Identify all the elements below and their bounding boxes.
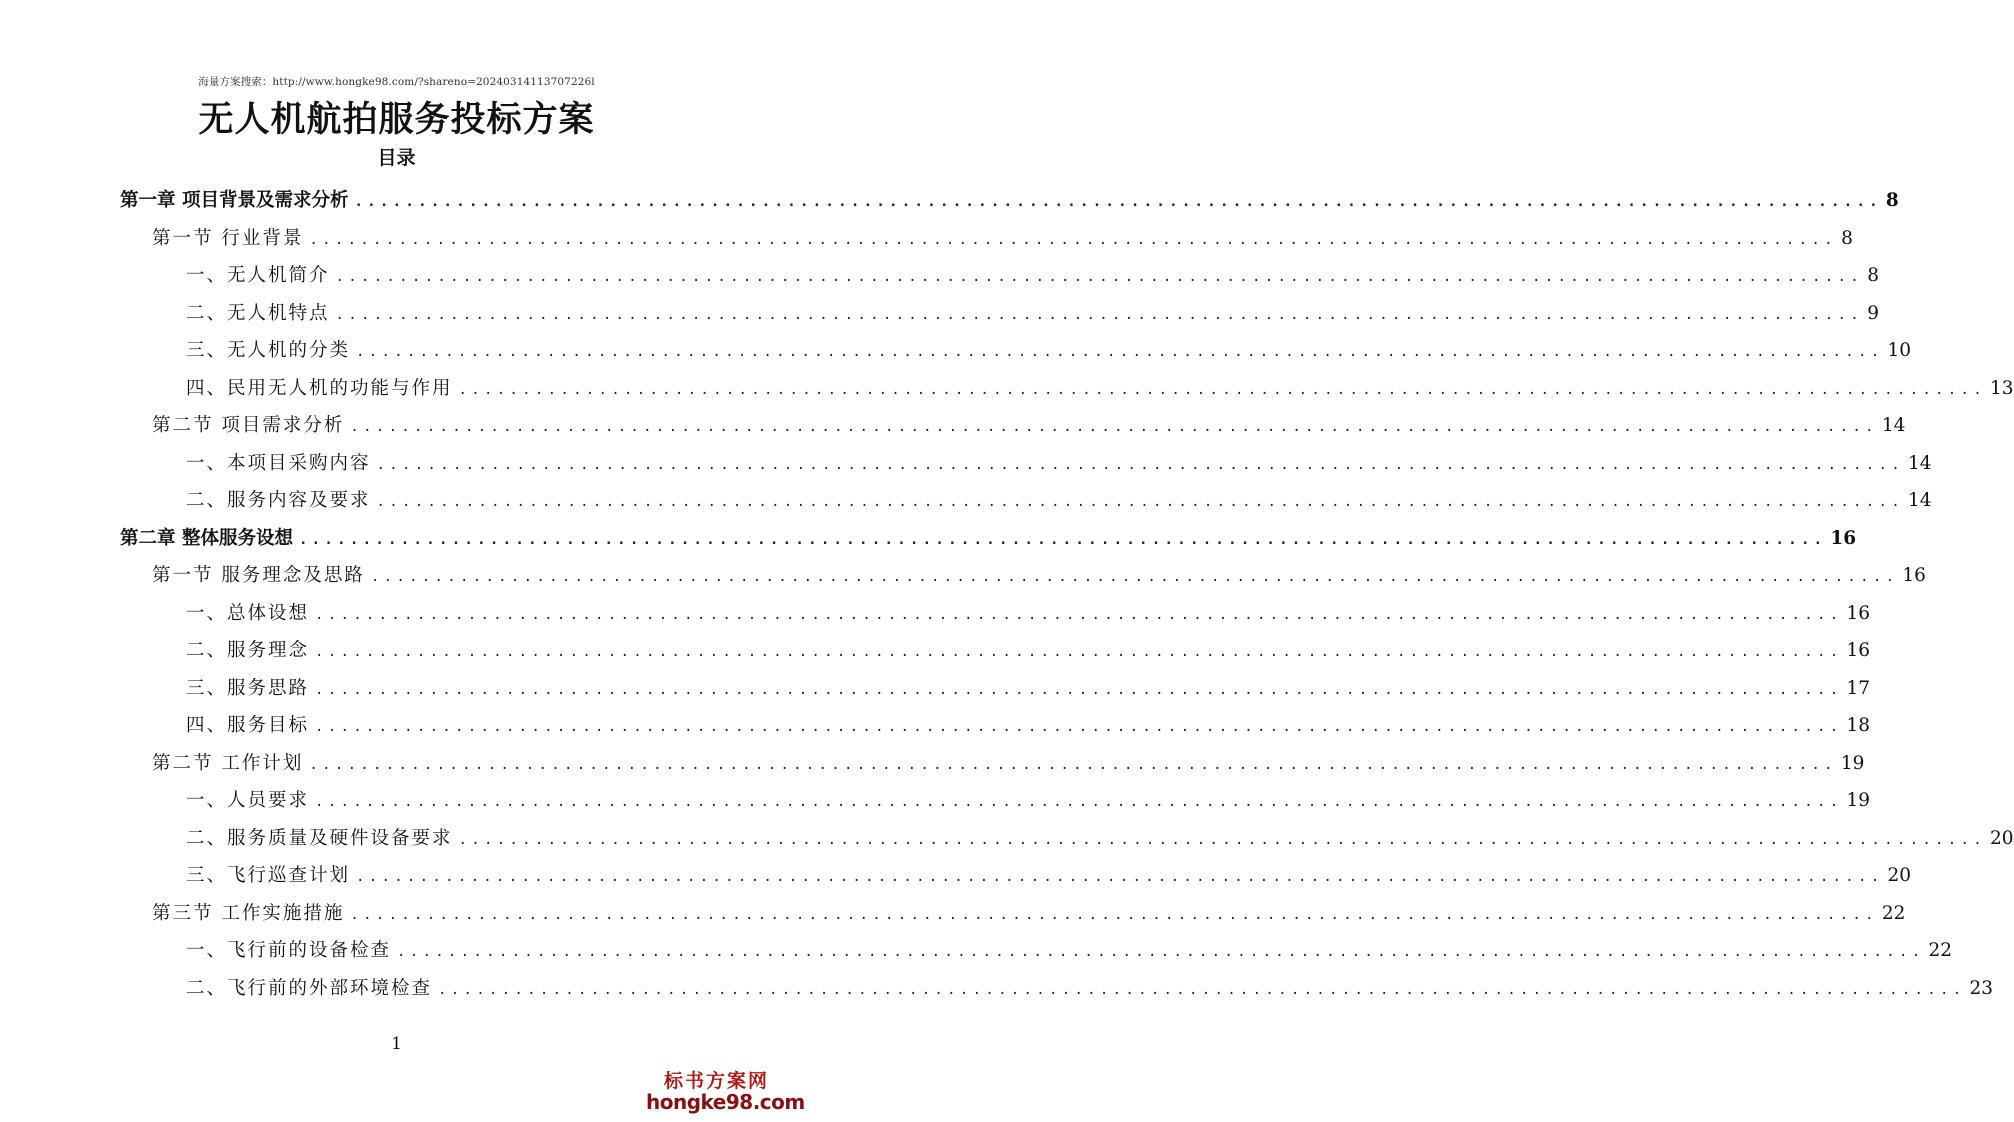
toc-entry-page: 20 [1989, 827, 2014, 849]
toc-entry-page: 16 [1902, 565, 1926, 586]
toc-entry[interactable] [186, 299, 1879, 325]
toc-entry-title: 二、飞行前的外部环境检查 [186, 977, 433, 999]
toc-heading: 目录 [377, 147, 416, 169]
toc-entry[interactable] [186, 711, 1871, 737]
toc-entry-title: 第一节 服务理念及思路 [152, 565, 365, 586]
toc-entry-page: 22 [1928, 940, 1953, 961]
toc-entry[interactable] [186, 974, 1994, 1000]
toc-entry-title: 二、服务质量及硬件设备要求 [186, 827, 453, 849]
toc-leader-dots: ........................................................................................................................ [298, 531, 1827, 548]
toc-entry[interactable] [186, 599, 1871, 625]
toc-leader-dots: ........................................................................................................................ [309, 231, 1837, 248]
toc-leader-dots: ........................................................................................................................ [458, 381, 1986, 398]
toc-leader-dots: ........................................................................................................................ [315, 794, 1843, 810]
toc-entry-title: 三、飞行巡查计划 [186, 865, 351, 886]
toc-entry-page: 10 [1887, 340, 1912, 361]
toc-entry-page: 9 [1867, 302, 1879, 324]
toc-entry-page: 23 [1969, 977, 1994, 999]
toc-entry[interactable] [152, 411, 1906, 437]
toc-leader-dots: ........................................................................................................................ [376, 494, 1904, 510]
toc-leader-dots: ........................................................................................................................ [370, 569, 1899, 585]
toc-leader-dots: ........................................................................................................................ [350, 419, 1878, 435]
toc-entry-page: 8 [1885, 190, 1899, 211]
watermark-logo [646, 1066, 805, 1118]
toc-entry[interactable] [120, 186, 1899, 212]
toc-entry[interactable] [186, 261, 1879, 287]
toc-entry[interactable] [186, 636, 1871, 662]
toc-entry-title: 一、总体设想 [186, 602, 310, 624]
toc-entry-title: 二、服务理念 [186, 640, 310, 661]
toc-leader-dots: ........................................................................................................................ [335, 269, 1863, 285]
toc-entry-title: 三、服务思路 [186, 677, 310, 699]
toc-entry-page: 8 [1841, 227, 1853, 249]
toc-entry-page: 14 [1907, 452, 1932, 474]
toc-entry-title: 三、无人机的分类 [186, 340, 351, 361]
toc-entry-title: 四、民用无人机的功能与作用 [186, 377, 453, 399]
toc-entry-page: 17 [1846, 677, 1871, 699]
toc-entry[interactable] [186, 936, 1953, 962]
header-source-url: 海量方案搜索：http://www.hongke98.com/?shareno=20240314113707226l [198, 76, 595, 88]
toc-leader-dots: ........................................................................................................................ [376, 456, 1904, 473]
toc-leader-dots: ........................................................................................................................ [315, 681, 1843, 698]
toc-entry-page: 20 [1887, 865, 1912, 886]
toc-leader-dots: ........................................................................................................................ [335, 306, 1863, 323]
toc-entry-page: 13 [1989, 377, 2014, 399]
toc-entry-title: 第三节 工作实施措施 [152, 902, 345, 924]
toc-entry[interactable] [152, 224, 1853, 250]
toc-leader-dots: ........................................................................................................................ [354, 194, 1882, 210]
toc-entry[interactable] [186, 786, 1871, 812]
toc-entry[interactable] [152, 561, 1926, 587]
toc-leader-dots: ........................................................................................................................ [356, 344, 1884, 360]
toc-entry[interactable] [186, 824, 2014, 850]
toc-entry-title: 第二节 项目需求分析 [152, 415, 345, 436]
toc-entry-page: 8 [1867, 265, 1879, 286]
toc-entry[interactable] [152, 749, 1865, 775]
toc-leader-dots: ........................................................................................................................ [458, 831, 1986, 848]
toc-entry-page: 14 [1907, 490, 1932, 511]
toc-entry-title: 第二节 工作计划 [152, 752, 304, 774]
watermark-en-text: hongke98.com [646, 1090, 805, 1114]
toc-leader-dots: ........................................................................................................................ [350, 906, 1878, 923]
toc-entry-page: 22 [1881, 902, 1906, 924]
toc-leader-dots: ........................................................................................................................ [356, 869, 1884, 885]
toc-entry-title: 一、人员要求 [186, 790, 310, 811]
toc-entry[interactable] [186, 861, 1912, 887]
toc-entry-page: 19 [1840, 752, 1865, 774]
toc-leader-dots: ........................................................................................................................ [438, 981, 1966, 998]
toc-entry-title: 一、无人机简介 [186, 265, 330, 286]
page-number: 1 [391, 1034, 402, 1054]
document-title: 无人机航拍服务投标方案 [198, 99, 595, 140]
toc-entry-title: 第一章 项目背景及需求分析 [120, 190, 349, 211]
watermark-cn-text: 标书方案网 [664, 1070, 770, 1092]
toc-entry-title: 第一节 行业背景 [152, 227, 304, 249]
toc-entry-page: 19 [1846, 790, 1871, 811]
toc-entry-title: 一、飞行前的设备检查 [186, 940, 392, 961]
toc-entry-page: 16 [1846, 602, 1871, 624]
toc-entry-page: 16 [1846, 640, 1871, 661]
toc-leader-dots: ........................................................................................................................ [309, 756, 1837, 773]
toc-entry-page: 16 [1830, 527, 1857, 549]
toc-entry-title: 四、服务目标 [186, 715, 310, 736]
toc-leader-dots: ........................................................................................................................ [315, 606, 1843, 623]
toc-entry-title: 二、无人机特点 [186, 302, 330, 324]
toc-entry[interactable] [120, 524, 1857, 550]
toc-entry[interactable] [186, 674, 1871, 700]
toc-entry[interactable] [186, 374, 2014, 400]
toc-entry-page: 14 [1881, 415, 1906, 436]
toc-entry-title: 二、服务内容及要求 [186, 490, 371, 511]
toc-leader-dots: ........................................................................................................................ [315, 719, 1843, 735]
toc-entry[interactable] [186, 486, 1932, 512]
toc-leader-dots: ........................................................................................................................ [315, 644, 1843, 660]
toc-entry-title: 第二章 整体服务设想 [120, 527, 293, 549]
toc-entry[interactable] [186, 449, 1932, 475]
toc-entry-title: 一、本项目采购内容 [186, 452, 371, 474]
toc-entry[interactable] [152, 899, 1906, 925]
toc-entry-page: 18 [1846, 715, 1871, 736]
toc-entry[interactable] [186, 336, 1912, 362]
toc-leader-dots: ........................................................................................................................ [397, 944, 1925, 960]
